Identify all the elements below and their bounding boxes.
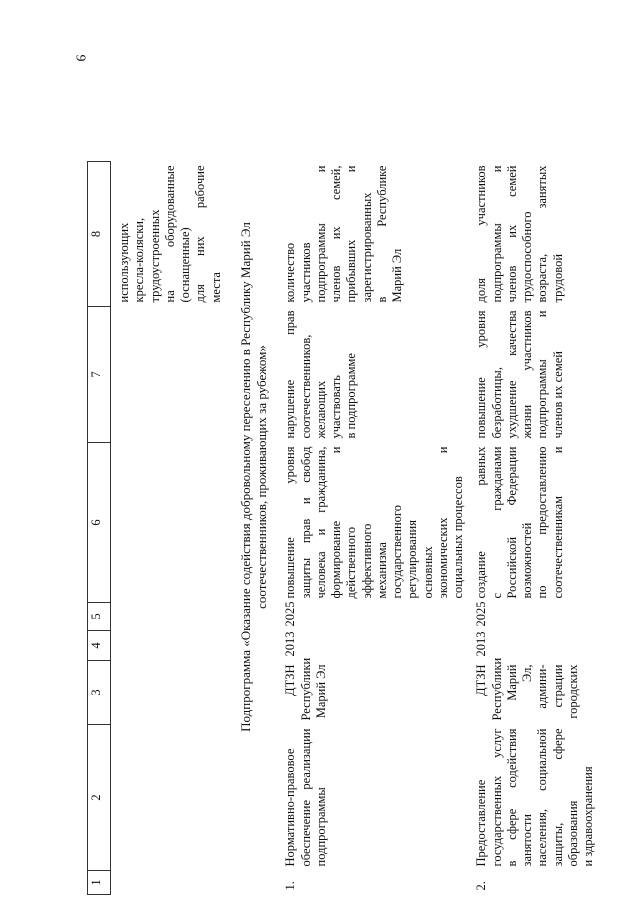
- table-row-continuation: [111, 60, 226, 895]
- start-year: 2013: [283, 631, 298, 657]
- indicator-cell: доля участников подпрограммы и членов их семей трудоспособного возраста, занятых трудовой: [474, 165, 565, 303]
- measure-name-cell: Предоставление государственных услуг в сфере содействия занятости населения, социальной защиты, сфере образования и здравоохранения: [474, 728, 596, 867]
- start-year: 2013: [474, 631, 489, 657]
- program-table: [87, 60, 598, 896]
- header-col-6: 6: [88, 443, 111, 603]
- indicator-cell: количество участников подпрограммы и членов их семей, прибывших и зарегистрированных в Республике Марий Эл: [283, 165, 405, 303]
- subprogram-title: Подпрограмма «Оказание содействия добровольному переселению в Республику Марий Эл соотечественников, проживающих за рубежом»: [237, 222, 269, 732]
- header-spacer: [88, 60, 111, 162]
- table-row: [277, 60, 468, 895]
- end-year: 2025: [474, 601, 489, 627]
- header-col-8: 8: [88, 162, 111, 307]
- indicator-cell: использующих кресла-коляски, трудоустроенных на оборудованные (оснащенные) для них рабочие места: [117, 165, 223, 303]
- row-number: 2.: [474, 881, 489, 891]
- end-year: 2025: [283, 601, 298, 627]
- header-row: [88, 60, 111, 895]
- subprogram-heading-row: [226, 60, 278, 895]
- row-number: 1.: [283, 881, 298, 891]
- table-row: [468, 60, 598, 895]
- consequence-cell: нарушение прав соотечественников, желающих участвовать в подпрограмме: [283, 310, 359, 439]
- header-col-3: 3: [88, 661, 111, 725]
- header-col-1: 1: [88, 871, 111, 895]
- rotated-table-area: [87, 60, 622, 895]
- header-col-5: 5: [88, 603, 111, 631]
- measure-name-cell: Нормативно-правовое обеспечение реализации подпрограммы: [283, 728, 328, 867]
- result-cell: повышение уровня защиты прав и свобод человека и гражданина, формирование и действенного эффективного механизма государственного регулирования основных экономических и социальных процессов: [283, 446, 466, 599]
- header-col-2: 2: [88, 725, 111, 871]
- header-col-4: 4: [88, 631, 111, 661]
- header-col-7: 7: [88, 307, 111, 443]
- executor-cell: ДТЗН Республики Марий Эл: [283, 657, 328, 721]
- executor-cell: ДТЗН Республики Марий Эл, админи- страции городских: [474, 657, 580, 721]
- consequence-cell: повышение уровня безработицы, ухудшение качества жизни участников подпрограммы и членов их семей: [474, 310, 565, 439]
- page-number: 9: [72, 54, 88, 62]
- result-cell: создание равных с гражданами Российской Федерации возможностей по предоставлению соотечественникам и: [474, 446, 565, 599]
